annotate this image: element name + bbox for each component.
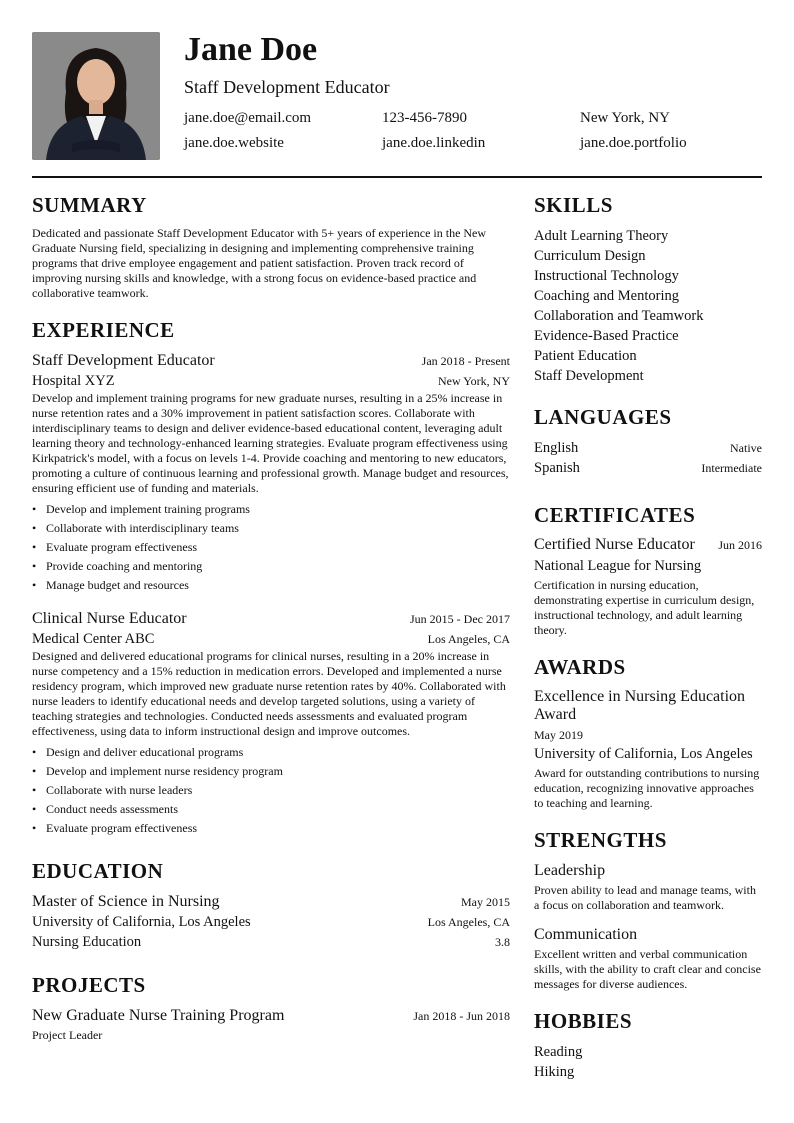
job-location: Los Angeles, CA — [427, 632, 510, 646]
education-date: May 2015 — [461, 895, 510, 909]
certificate-description: Certification in nursing education, demonstrating expertise in curriculum design, instructional technology, and adult learning theory. — [534, 578, 755, 637]
job-entry — [32, 609, 510, 838]
skill-item: Curriculum Design — [534, 248, 646, 264]
skill-item: Evidence-Based Practice — [534, 328, 679, 344]
job-dates: Jan 2018 - Present — [421, 354, 510, 368]
bullet-item: • Develop and implement training programs — [32, 500, 510, 519]
bullet-item: • Evaluate program effectiveness — [32, 538, 510, 557]
job-bullets — [32, 743, 510, 838]
skills-section — [534, 192, 762, 386]
header-divider — [32, 176, 762, 178]
experience-section — [32, 317, 510, 838]
section-heading: STRENGTHS — [534, 828, 667, 852]
job-description: Designed and delivered educational programs for clinical nurses, resulting in a 20% increase in nurse competency and a 15% reduction in medication errors. Developed and implemented a nurse residency program, which improved new graduate nurse retention rates by 40%. Collaborated with nurse leaders to identify educational needs and develop targeted solutions, using a variety of teaching strategies and technologies. Conducted needs assessments and evaluated program effectiveness, using data to inform instructional design and improve outcomes. — [32, 649, 506, 738]
strength-name: Communication — [534, 926, 638, 943]
summary-text: Dedicated and passionate Staff Development Educator with 5+ years of experience in the New Graduate Nursing field, specializing in designing and implementing comprehensive training programs that drive employee engagement and patient satisfaction. Proven track record of improving nursing skills and knowledge, with a strong focus on evidence-based practice and collaborative teamwork. — [32, 226, 487, 300]
language-name: Spanish — [534, 460, 580, 476]
strength-description: Excellent written and verbal communication skills, with the ability to craft clear and concise messages for diverse audiences. — [534, 947, 761, 991]
certificates-section — [534, 502, 762, 638]
candidate-name: Jane Doe — [184, 31, 318, 68]
contact-phone[interactable]: 123-456-7890 — [382, 110, 467, 126]
strength-item — [534, 925, 762, 992]
section-heading: LANGUAGES — [534, 405, 672, 429]
education-section — [32, 858, 510, 952]
skill-item: Staff Development — [534, 368, 644, 384]
contact-location: New York, NY — [580, 110, 671, 126]
certificate-date: Jun 2016 — [718, 538, 762, 552]
award-issuer: University of California, Los Angeles — [534, 746, 753, 762]
language-level: Native — [730, 441, 762, 455]
person-portrait-icon — [32, 32, 160, 160]
language-name: English — [534, 440, 579, 456]
gpa-value: 3.8 — [495, 935, 510, 949]
section-heading: SUMMARY — [32, 193, 147, 217]
contact-email[interactable]: jane.doe@email.com — [184, 110, 312, 126]
hobbies-section — [534, 1008, 762, 1082]
job-company: Medical Center ABC — [32, 631, 155, 647]
main-column — [32, 192, 510, 1059]
section-heading: EDUCATION — [32, 859, 164, 883]
section-heading: HOBBIES — [534, 1009, 633, 1033]
bullet-item: • Design and deliver educational programs — [32, 743, 510, 762]
job-bullets — [32, 500, 510, 595]
candidate-title: Staff Development Educator — [184, 77, 390, 97]
bullet-item: • Provide coaching and mentoring — [32, 557, 510, 576]
skill-item: Patient Education — [534, 348, 637, 364]
skill-item: Coaching and Mentoring — [534, 288, 679, 304]
school-name: University of California, Los Angeles — [32, 914, 251, 930]
project-role: Project Leader — [32, 1028, 103, 1042]
bullet-item: • Collaborate with interdisciplinary teams — [32, 519, 510, 538]
job-role: Clinical Nurse Educator — [32, 610, 187, 627]
project-dates: Jan 2018 - Jun 2018 — [413, 1009, 510, 1023]
field-of-study: Nursing Education — [32, 934, 142, 950]
job-role: Staff Development Educator — [32, 352, 215, 369]
bullet-item: • Manage budget and resources — [32, 576, 510, 595]
award-description: Award for outstanding contributions to nursing education, recognizing innovative approaches to teaching and learning. — [534, 766, 760, 810]
degree-name: Master of Science in Nursing — [32, 893, 220, 910]
project-name: New Graduate Nurse Training Program — [32, 1007, 285, 1024]
skill-item: Adult Learning Theory — [534, 228, 669, 244]
resume-header — [32, 32, 762, 160]
contact-linkedin[interactable]: jane.doe.linkedin — [382, 135, 486, 151]
strength-description: Proven ability to lead and manage teams, with a focus on collaboration and teamwork. — [534, 883, 756, 912]
projects-section — [32, 972, 510, 1043]
languages-section — [534, 404, 762, 478]
profile-photo — [32, 32, 160, 160]
sidebar-column — [534, 192, 762, 1098]
certificate-issuer: National League for Nursing — [534, 558, 702, 574]
summary-section — [32, 192, 510, 301]
hobby-item: Hiking — [534, 1064, 575, 1080]
job-entry — [32, 351, 510, 595]
section-heading: PROJECTS — [32, 973, 146, 997]
job-dates: Jun 2015 - Dec 2017 — [410, 612, 510, 626]
certificate-name: Certified Nurse Educator — [534, 536, 695, 553]
bullet-item: • Develop and implement nurse residency program — [32, 762, 510, 781]
strengths-section — [534, 827, 762, 992]
bullet-item: • Evaluate program effectiveness — [32, 819, 510, 838]
hobby-item: Reading — [534, 1044, 583, 1060]
strength-name: Leadership — [534, 862, 606, 879]
section-heading: CERTIFICATES — [534, 503, 696, 527]
bullet-item: • Conduct needs assessments — [32, 800, 510, 819]
language-level: Intermediate — [701, 461, 762, 475]
job-location: New York, NY — [437, 374, 510, 388]
skill-item: Instructional Technology — [534, 268, 679, 284]
job-description: Develop and implement training programs for new graduate nurses, resulting in a 25% increase in nurse retention rates and a 30% improvement in patient satisfaction scores. Collaborate with interdisciplinary teams to design and deliver evidence-based educational content, leveraging adult learning theory and technology-enhanced learning strategies. Evaluate program effectiveness using Kirkpatrick's model, with a focus on levels 1-4. Provide coaching and mentoring to new educators, promoting a culture of continuous learning and professional growth. Manage budget and resources, ensuring efficient use of funding and materials. — [32, 391, 509, 495]
job-company: Hospital XYZ — [32, 373, 115, 389]
contact-portfolio[interactable]: jane.doe.portfolio — [580, 135, 687, 151]
awards-section — [534, 654, 762, 811]
strength-item — [534, 861, 762, 913]
contact-website[interactable]: jane.doe.website — [184, 135, 284, 151]
award-name: Excellence in Nursing Education Award — [534, 688, 746, 723]
award-date: May 2019 — [534, 728, 583, 742]
bullet-item: • Collaborate with nurse leaders — [32, 781, 510, 800]
section-heading: AWARDS — [534, 655, 626, 679]
section-heading: SKILLS — [534, 193, 613, 217]
school-location: Los Angeles, CA — [427, 915, 510, 929]
skill-item: Collaboration and Teamwork — [534, 308, 704, 324]
section-heading: EXPERIENCE — [32, 318, 175, 342]
